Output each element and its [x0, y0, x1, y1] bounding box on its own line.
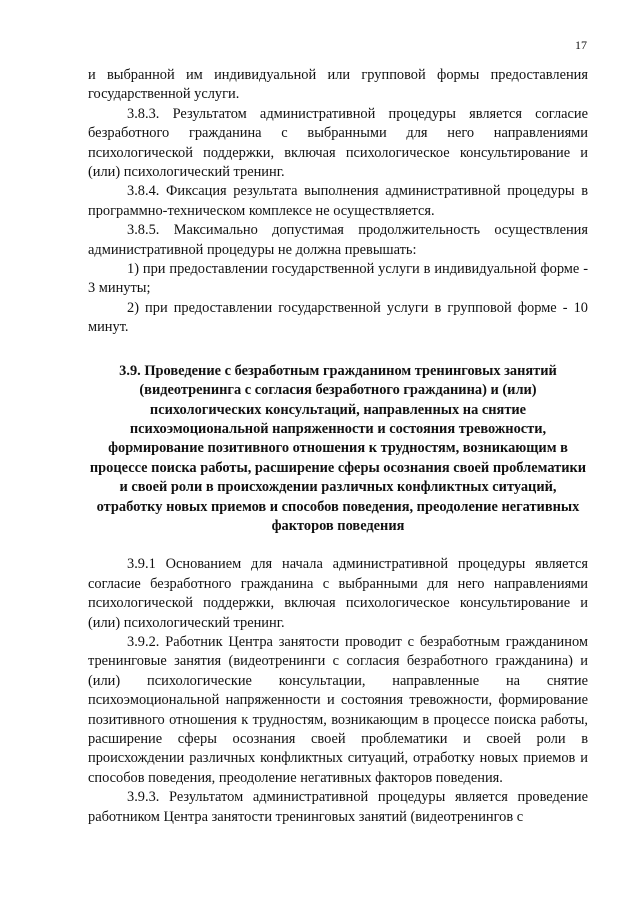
- paragraph-3-8-5: 3.8.5. Максимально допустимая продолжительность осуществления административной процедуры не должна превышать:: [88, 222, 588, 258]
- list-item-group-form: 2) при предоставлении государственной услуги в групповой форме - 10 минут.: [88, 299, 588, 336]
- paragraph-continuation: и выбранной им индивидуальной или групповой формы предоставления государственной услуги.: [88, 67, 588, 103]
- page-number: 17: [575, 38, 587, 52]
- paragraph-3-9-3: 3.9.3. Результатом административной процедуры является проведение работником Центра занятости тренинговых занятий (видеотренингов с: [88, 789, 588, 825]
- paragraph-3-8-4: 3.8.4. Фиксация результата выполнения административной процедуры в программно-техническом комплексе не осуществляется.: [88, 183, 588, 219]
- document-body: [88, 66, 588, 827]
- paragraph-3-8-3: 3.8.3. Результатом административной процедуры является согласие безработного гражданина с выбранными для него направлениями психологической поддержки, включая психологическое консультирование и (или) психологический тренинг.: [88, 105, 588, 181]
- spacer: [88, 536, 588, 555]
- paragraph-3-9-2: 3.9.2. Работник Центра занятости проводит с безработным гражданином тренинговые занятия (видеотренинги с согласия безработного гражданина) и (или) психологические консультации, направленные на снятие психоэмоциональной напряженности и состояния тревожности, формирование позитивного отношения к трудностям, возникающим в процессе поиска работы, расширение сферы осознания своей проблематики и своей роли в происхождении различных конфликтных ситуаций, отработку новых приемов и способов поведения, преодоление негативных факторов поведения.: [88, 633, 588, 786]
- paragraph-3-9-1: 3.9.1 Основанием для начала административной процедуры является согласие безработного гражданина с выбранными для него направлениями психологической поддержки, включая психологическое консультирование и (или) психологический тренинг.: [88, 556, 588, 631]
- list-item-individual-form: 1) при предоставлении государственной услуги в индивидуальной форме - 3 минуты;: [88, 261, 588, 297]
- section-heading-3-9: 3.9. Проведение с безработным гражданином тренинговых занятий (видеотренинга с согласия безработного гражданина) и (или) психологических консультаций, направленных на снятие психоэмоциональной напряженности и состояния тревожности, формирование позитивного отношения к трудностям, возникающим в процессе поиска работы, расширение сферы осознания своей проблематики и своей роли в происхождении различных конфликтных ситуаций, отработку новых приемов и способов поведения, преодоление негативных факторов поведения: [89, 362, 587, 534]
